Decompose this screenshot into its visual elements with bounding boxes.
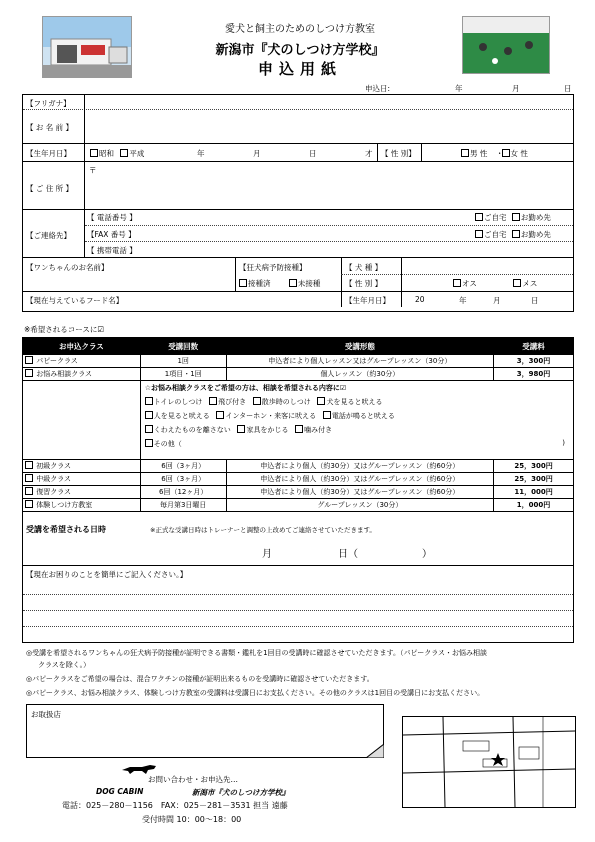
course-row-intermediate xyxy=(23,473,574,486)
note-1-cont: クラスを除く。） xyxy=(38,661,91,669)
course-count: 1回 xyxy=(140,355,226,368)
fax-type-options xyxy=(475,229,551,240)
contact-info: 電話：025－280－1156 FAX：025－281－3531 担当 遠藤 xyxy=(62,801,288,810)
course-table xyxy=(22,337,574,512)
inquiry-label: お問い合わせ・お申込先… xyxy=(148,775,238,784)
address-label: 【 ご 住 所 】 xyxy=(26,184,74,193)
footer-school-name: 新潟市『犬のしつけ方学校』 xyxy=(192,788,290,797)
worry-item: 人を見ると吠える xyxy=(153,412,210,420)
worry-checkbox[interactable] xyxy=(237,425,245,433)
map-drawing xyxy=(403,717,575,807)
vaccinated-checkbox[interactable] xyxy=(239,279,247,287)
fax-home-checkbox[interactable] xyxy=(475,230,483,238)
application-date-year: 年 xyxy=(455,84,463,93)
preferred-date-month: 月 xyxy=(262,549,272,560)
course-name: 体験しつけ方教室 xyxy=(36,501,93,509)
course-style: 個人レッスン（約30分） xyxy=(226,368,493,381)
worry-checkbox[interactable] xyxy=(145,425,153,433)
header-count: 受講回数 xyxy=(140,338,226,355)
course-fee: 1，000円 xyxy=(494,499,574,512)
female-checkbox[interactable] xyxy=(502,149,510,157)
course-name: お悩み相談クラス xyxy=(36,370,93,378)
name-field[interactable] xyxy=(85,110,573,143)
osu-label: オス xyxy=(462,279,477,288)
worry-block xyxy=(23,381,574,460)
intermediate-checkbox[interactable] xyxy=(25,474,33,482)
birthdate-label: 【生年月日】 xyxy=(26,149,71,158)
not-vaccinated-checkbox[interactable] xyxy=(289,279,297,287)
worry-checkbox[interactable] xyxy=(323,411,331,419)
age-unit: 才 xyxy=(365,149,373,158)
heisei-checkbox[interactable] xyxy=(120,149,128,157)
class-photo-image xyxy=(463,17,549,73)
course-header-row xyxy=(23,338,574,355)
worry-checkbox[interactable] xyxy=(145,397,153,405)
not-vaccinated-label: 未接種 xyxy=(297,279,321,288)
dog-name-label: 【ワンちゃんのお名前】 xyxy=(26,263,109,272)
course-intro: ※希望されるコースに☑ xyxy=(24,325,105,334)
course-count: 毎月第3日曜日 xyxy=(140,499,226,512)
course-count: 6回（12ヶ月） xyxy=(140,486,226,499)
course-style: 申込者により個人（約30分）又はグループレッスン（約60分） xyxy=(226,473,493,486)
worry-checkbox[interactable] xyxy=(216,411,224,419)
worry-other-close: ) xyxy=(562,439,565,447)
dog-birth-month-unit: 月 xyxy=(493,296,501,305)
rabies-label: 【狂犬病予防接種】 xyxy=(239,263,307,272)
course-name: 中級クラス xyxy=(36,475,72,483)
name-label: 【 お 名 前 】 xyxy=(26,123,74,132)
agent-label: お取扱店 xyxy=(31,710,61,719)
course-fee: 3，980円 xyxy=(494,368,574,381)
agent-box[interactable] xyxy=(26,704,384,758)
dog-gender-options xyxy=(453,278,537,289)
phone-home-label: ご自宅 xyxy=(484,213,507,222)
course-row-trial xyxy=(23,499,574,512)
worry-checkbox[interactable] xyxy=(317,397,325,405)
female-label: 女 性 xyxy=(510,149,528,158)
worry-line-1 xyxy=(145,397,569,407)
birth-year-unit: 年 xyxy=(197,149,205,158)
header-style: 受講形態 xyxy=(226,338,493,355)
worry-item: 電話が鳴ると吠える xyxy=(331,412,395,420)
heisei-label: 平成 xyxy=(129,149,145,158)
worry-line-3 xyxy=(145,425,569,435)
furigana-field[interactable] xyxy=(85,95,573,109)
course-count: 6回（3ヶ月） xyxy=(140,460,226,473)
troubles-label: 【現在お困りのことを簡単にご記入ください。】 xyxy=(26,570,188,579)
course-style: 申込者により個人（約30分）又はグループレッスン（約60分） xyxy=(226,486,493,499)
worry-line-2 xyxy=(145,411,569,421)
class-photo xyxy=(462,16,550,74)
header-subtitle: 愛犬と飼主のためのしつけ方教室 xyxy=(225,24,375,35)
birth-day-unit: 日 xyxy=(309,149,317,158)
page-curl-icon xyxy=(366,744,384,758)
course-row-review xyxy=(23,486,574,499)
header-fee: 受講料 xyxy=(494,338,574,355)
troubles-field[interactable] xyxy=(23,580,573,642)
course-fee: 3，300円 xyxy=(494,355,574,368)
course-style: 申込者により個人レッスン又はグループレッスン（30分） xyxy=(226,355,493,368)
showa-label: 昭和 xyxy=(99,149,114,158)
worry-item: くわえたものを離さない xyxy=(153,426,231,434)
worry-title: ☆お悩み相談クラスをご希望の方は、相談を希望される内容に☑ xyxy=(144,384,347,392)
shop-photo-image xyxy=(43,17,131,77)
dog-birth-year-unit: 年 xyxy=(459,296,467,305)
consult-checkbox[interactable] xyxy=(25,369,33,377)
showa-checkbox[interactable] xyxy=(90,149,98,157)
course-row-beginner xyxy=(23,460,574,473)
birth-era-options xyxy=(90,148,144,159)
shop-photo xyxy=(42,16,132,78)
fax-home-label: ご自宅 xyxy=(484,230,507,239)
page-title: 申込用紙 xyxy=(257,60,342,78)
course-fee: 25，300円 xyxy=(494,473,574,486)
vaccinated-label: 接種済 xyxy=(248,279,271,288)
course-fee: 11，000円 xyxy=(494,486,574,499)
company-name: DOG CABIN xyxy=(96,787,144,796)
rabies-options xyxy=(239,278,320,289)
worry-item: 噛み付き xyxy=(304,426,333,434)
mesu-checkbox[interactable] xyxy=(513,279,521,287)
osu-checkbox[interactable] xyxy=(453,279,461,287)
course-name: パピークラス xyxy=(36,357,78,365)
dog-birth-day-unit: 日 xyxy=(531,296,539,305)
office-hours: 受付時間 10：00～18：00 xyxy=(142,815,242,824)
worry-item: インターホン・来客に吠える xyxy=(225,412,317,420)
course-style: 申込者により個人（約30分）又はグループレッスン（約60分） xyxy=(226,460,493,473)
preferred-date-note: ※正式な受講日時はトレーナーと調整の上改めてご連絡させていただきます。 xyxy=(150,526,376,534)
worry-checkbox[interactable] xyxy=(253,397,261,405)
note-3: ◎パピークラス、お悩み相談クラス、体験しつけ方教室の受講料は受講日にお支払ください。その他のクラスは1回目の受講日にお支払ください。 xyxy=(26,689,485,697)
trial-checkbox[interactable] xyxy=(25,500,33,508)
phone-type-options xyxy=(475,212,551,223)
worry-item: 犬を見ると吠える xyxy=(326,398,383,406)
furigana-label: 【フリガナ】 xyxy=(26,99,71,108)
location-map xyxy=(402,716,576,808)
course-row-puppy xyxy=(23,355,574,368)
dog-birth-year-prefix: 20 xyxy=(415,295,425,304)
mobile-label: 【 携帯電話 】 xyxy=(87,246,137,255)
food-label: 【現在与えているフード名】 xyxy=(26,296,124,305)
preferred-date-label: 受講を希望される日時 xyxy=(26,525,106,534)
worry-item: 飛び付き xyxy=(218,398,247,406)
course-name: 復習クラス xyxy=(36,488,72,496)
phone-label: 【 電話番号 】 xyxy=(87,213,137,222)
postal-mark: 〒 xyxy=(89,166,97,175)
header-class: お申込クラス xyxy=(23,338,141,355)
worry-checkbox[interactable] xyxy=(295,425,303,433)
worry-other-label: その他（ xyxy=(153,440,182,448)
application-date-month: 月 xyxy=(512,84,520,93)
birth-month-unit: 月 xyxy=(253,149,261,158)
beginner-checkbox[interactable] xyxy=(25,461,33,469)
worry-checkbox[interactable] xyxy=(145,411,153,419)
fax-work-label: お勤め先 xyxy=(520,230,551,239)
note-2: ◎パピークラスをご希望の場合は、混合ワクチンの接種が証明出来るものを受講時に確認させていただきます。 xyxy=(26,675,374,683)
note-1: ◎受講を希望されるワンちゃんの狂犬病予防接種が証明できる書類・鑑札を1回目の受講時に確認させていただきます。（パピークラス・お悩み相談 xyxy=(26,649,488,657)
course-row-consult xyxy=(23,368,574,381)
puppy-checkbox[interactable] xyxy=(25,356,33,364)
worry-item: 散歩時のしつけ xyxy=(261,398,311,406)
application-date-day: 日 xyxy=(564,84,572,93)
school-name: 新潟市『犬のしつけ方学校』 xyxy=(215,43,385,58)
fax-work-checkbox[interactable] xyxy=(512,230,520,238)
worry-item: 家具をかじる xyxy=(246,426,289,434)
course-name: 初級クラス xyxy=(36,462,72,470)
address-field[interactable] xyxy=(85,161,573,209)
phone-work-checkbox[interactable] xyxy=(512,213,520,221)
course-count: 6回（3ヶ月） xyxy=(140,473,226,486)
phone-work-label: お勤め先 xyxy=(520,213,551,222)
gender-label: 【 性 別】 xyxy=(381,149,416,158)
gender-options: 男 性 ･ 女 性 xyxy=(461,148,528,159)
worry-checkbox[interactable] xyxy=(209,397,217,405)
course-count: 1項目・1回 xyxy=(140,368,226,381)
male-label: 男 性 xyxy=(470,149,488,158)
mesu-label: メス xyxy=(522,279,538,288)
dog-gender-label: 【 性 別 】 xyxy=(345,279,383,288)
worry-item: トイレのしつけ xyxy=(153,398,203,406)
worry-other-checkbox[interactable] xyxy=(145,439,153,447)
course-fee: 25，300円 xyxy=(494,460,574,473)
course-style: グループレッスン（30分） xyxy=(226,499,493,512)
male-checkbox[interactable] xyxy=(461,149,469,157)
preferred-date-close: ） xyxy=(422,549,432,560)
application-date-label: 申込日: xyxy=(365,84,391,93)
dog-birth-label: 【生年月日】 xyxy=(345,296,390,305)
contact-label: 【ご連絡先】 xyxy=(26,231,71,240)
fax-label: 【FAX 番号 】 xyxy=(87,230,136,239)
applicant-form xyxy=(22,94,574,312)
worry-line-other xyxy=(145,439,569,449)
preferred-date-day: 日（ xyxy=(338,549,358,560)
breed-label: 【 犬 種 】 xyxy=(345,263,383,272)
phone-home-checkbox[interactable] xyxy=(475,213,483,221)
review-checkbox[interactable] xyxy=(25,487,33,495)
